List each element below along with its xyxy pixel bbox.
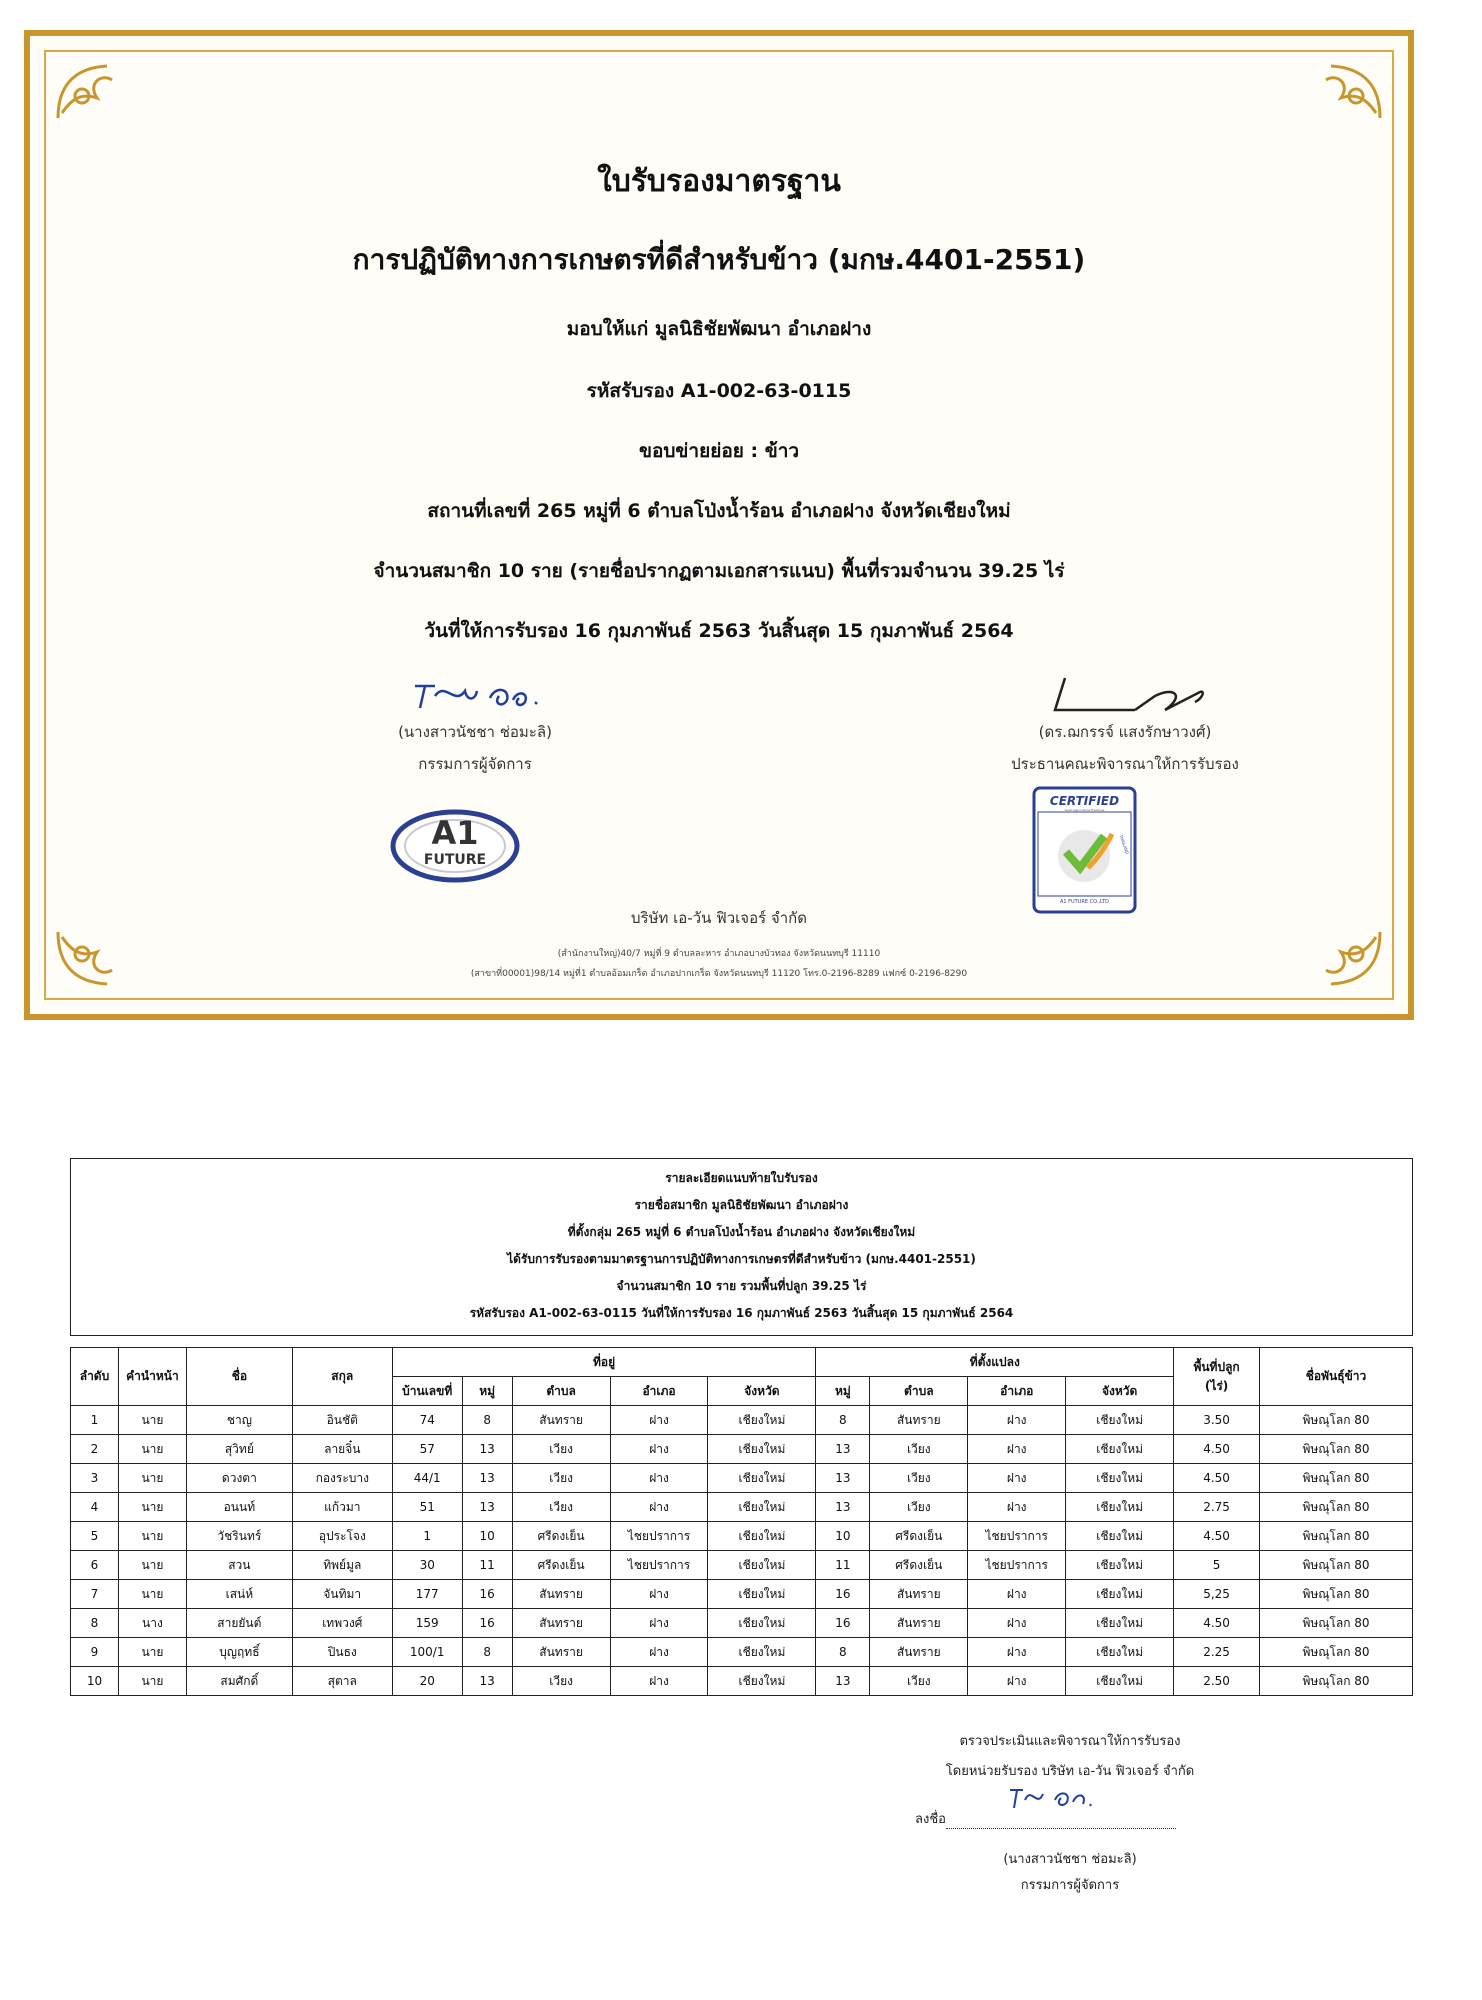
table-row	[71, 1551, 1413, 1580]
cell-no: 10	[71, 1667, 119, 1696]
cell-plot-amphoe: ฝาง	[968, 1464, 1066, 1493]
header-house: บ้านเลขที่	[392, 1377, 462, 1406]
cell-plot-tambon: สันทราย	[870, 1638, 968, 1667]
certified-logo-foot: A1 FUTURE CO.,LTD	[1059, 899, 1110, 905]
cell-plot-amphoe: ฝาง	[968, 1406, 1066, 1435]
a1-future-logo	[385, 806, 525, 896]
cell-moo: 16	[462, 1580, 512, 1609]
header-plot: ที่ตั้งแปลง	[816, 1348, 1174, 1377]
certified-gap-logo	[1032, 786, 1137, 914]
cell-plot-moo: 8	[816, 1638, 870, 1667]
cell-amphoe: ไชยปราการ	[610, 1522, 708, 1551]
table-row	[71, 1464, 1413, 1493]
header-area	[1174, 1348, 1260, 1406]
footer-signer-title: กรรมการผู้จัดการ	[1020, 1878, 1120, 1893]
cell-moo: 16	[462, 1609, 512, 1638]
cell-plot-moo: 13	[816, 1667, 870, 1696]
cell-name: ดวงตา	[186, 1464, 292, 1493]
company-address-hq: (สำนักงานใหญ่)40/7 หมู่ที่ 9 ตำบลละหาร อำเภอบางบัวทอง จังหวัดนนทบุรี 11110	[557, 949, 881, 959]
header-area-label: พื้นที่ปลูก	[1193, 1359, 1240, 1374]
cell-amphoe: ไชยปราการ	[610, 1551, 708, 1580]
header-address: ที่อยู่	[392, 1348, 816, 1377]
cell-area: 4.50	[1174, 1522, 1260, 1551]
cell-surname: ปินธง	[292, 1638, 392, 1667]
cell-plot-province: เชียงใหม่	[1066, 1580, 1174, 1609]
signature-dotted-line	[946, 1814, 1176, 1829]
cell-plot-tambon: ศรีดงเย็น	[870, 1551, 968, 1580]
header-no: ลำดับ	[71, 1348, 119, 1406]
cell-plot-province: เชียงใหม่	[1066, 1464, 1174, 1493]
cell-tambon: ศรีดงเย็น	[512, 1551, 610, 1580]
cell-amphoe: ฝาง	[610, 1435, 708, 1464]
cell-name: สมศักดิ์	[186, 1667, 292, 1696]
footer-signer-name: (นางสาวนัชชา ช่อมะลิ)	[1003, 1852, 1137, 1867]
cell-prefix: นาย	[118, 1522, 186, 1551]
signature-left-icon	[395, 676, 555, 716]
header-plot-amphoe: อำเภอ	[968, 1377, 1066, 1406]
table-row	[71, 1609, 1413, 1638]
certified-logo-side: THAILAND	[1118, 834, 1131, 855]
certified-logo-text: CERTIFIED	[1049, 794, 1120, 808]
cell-variety: พิษณุโลก 80	[1260, 1522, 1413, 1551]
cell-no: 5	[71, 1522, 119, 1551]
cell-surname: อุประโจง	[292, 1522, 392, 1551]
company-address-branch: (สาขาที่00001)98/14 หมู่ที่1 ตำบลอ้อมเกร็ด อำเภอปากเกร็ด จังหวัดนนทบุรี 11120 โทร.0-2196-8289 แฟกซ์ 0-2196-8290	[470, 969, 968, 979]
cell-prefix: นาย	[118, 1406, 186, 1435]
awarded-to: มอบให้แก่ มูลนิธิชัยพัฒนา อำเภอฝาง	[566, 318, 872, 340]
cell-variety: พิษณุโลก 80	[1260, 1493, 1413, 1522]
cell-tambon: เวียง	[512, 1435, 610, 1464]
attachment-members-title: รายชื่อสมาชิก มูลนิธิชัยพัฒนา อำเภอฝาง	[634, 1198, 849, 1212]
footer-certifier: โดยหน่วยรับรอง บริษัท เอ-วัน ฟิวเจอร์ จำกัด	[945, 1764, 1195, 1779]
cell-amphoe: ฝาง	[610, 1464, 708, 1493]
cell-province: เชียงใหม่	[708, 1522, 816, 1551]
cell-province: เชียงใหม่	[708, 1435, 816, 1464]
cell-no: 8	[71, 1609, 119, 1638]
cell-plot-province: เชียงใหม่	[1066, 1667, 1174, 1696]
cell-name: อนนท์	[186, 1493, 292, 1522]
signature-right-icon	[1025, 676, 1225, 716]
cell-amphoe: ฝาง	[610, 1638, 708, 1667]
attachment-header-box	[70, 1158, 1413, 1336]
cell-plot-tambon: สันทราย	[870, 1406, 968, 1435]
header-plot-moo: หมู่	[816, 1377, 870, 1406]
cell-name: เสน่ห์	[186, 1580, 292, 1609]
cell-plot-moo: 10	[816, 1522, 870, 1551]
cell-name: ชาญ	[186, 1406, 292, 1435]
cell-tambon: เวียง	[512, 1464, 610, 1493]
cell-moo: 13	[462, 1435, 512, 1464]
cell-plot-amphoe: ฝาง	[968, 1580, 1066, 1609]
cell-plot-amphoe: ฝาง	[968, 1667, 1066, 1696]
cell-prefix: นาย	[118, 1638, 186, 1667]
cell-variety: พิษณุโลก 80	[1260, 1667, 1413, 1696]
cell-surname: กองระบาง	[292, 1464, 392, 1493]
table-row	[71, 1493, 1413, 1522]
cell-plot-moo: 13	[816, 1435, 870, 1464]
certificate-scope: ขอบข่ายย่อย : ข้าว	[638, 440, 800, 462]
cell-no: 4	[71, 1493, 119, 1522]
header-amphoe: อำเภอ	[610, 1377, 708, 1406]
cell-surname: ทิพย์มูล	[292, 1551, 392, 1580]
cell-amphoe: ฝาง	[610, 1493, 708, 1522]
cell-prefix: นาย	[118, 1435, 186, 1464]
cell-tambon: เวียง	[512, 1493, 610, 1522]
header-prefix: คำนำหน้า	[118, 1348, 186, 1406]
table-row	[71, 1580, 1413, 1609]
cell-house: 30	[392, 1551, 462, 1580]
cell-moo: 8	[462, 1638, 512, 1667]
cell-name: สายยันต์	[186, 1609, 292, 1638]
cell-province: เชียงใหม่	[708, 1464, 816, 1493]
cell-no: 7	[71, 1580, 119, 1609]
cell-area: 5,25	[1174, 1580, 1260, 1609]
cell-house: 1	[392, 1522, 462, 1551]
cell-amphoe: ฝาง	[610, 1667, 708, 1696]
footer-sign-label: ลงชื่อ	[915, 1812, 946, 1827]
a1-logo-sub: FUTURE	[423, 852, 487, 868]
cell-province: เชียงใหม่	[708, 1406, 816, 1435]
cell-variety: พิษณุโลก 80	[1260, 1464, 1413, 1493]
header-name: ชื่อ	[186, 1348, 292, 1406]
members-table	[70, 1347, 1413, 1696]
cell-plot-tambon: เวียง	[870, 1667, 968, 1696]
cell-no: 3	[71, 1464, 119, 1493]
cell-prefix: นาง	[118, 1609, 186, 1638]
cell-province: เชียงใหม่	[708, 1493, 816, 1522]
cell-moo: 13	[462, 1464, 512, 1493]
cell-plot-province: เชียงใหม่	[1066, 1638, 1174, 1667]
cell-surname: สุตาล	[292, 1667, 392, 1696]
header-variety: ชื่อพันธุ์ข้าว	[1260, 1348, 1413, 1406]
certificate-dates: วันที่ให้การรับรอง 16 กุมภาพันธ์ 2563 วันสิ้นสุด 15 กุมภาพันธ์ 2564	[424, 620, 1014, 642]
cell-plot-province: เชียงใหม่	[1066, 1493, 1174, 1522]
table-row	[71, 1406, 1413, 1435]
certificate-title: ใบรับรองมาตรฐาน	[597, 164, 841, 199]
cell-plot-tambon: เวียง	[870, 1493, 968, 1522]
cell-surname: อินชัติ	[292, 1406, 392, 1435]
header-province: จังหวัด	[708, 1377, 816, 1406]
footer-signature-line	[915, 1808, 1195, 1829]
cell-amphoe: ฝาง	[610, 1609, 708, 1638]
cell-amphoe: ฝาง	[610, 1406, 708, 1435]
cell-plot-province: เชียงใหม่	[1066, 1435, 1174, 1464]
footer-signature-icon	[1005, 1782, 1095, 1812]
attachment-location: ที่ตั้งกลุ่ม 265 หมู่ที่ 6 ตำบลโป่งน้ำร้อน อำเภอฝาง จังหวัดเชียงใหม่	[567, 1225, 916, 1239]
cell-plot-province: เชียงใหม่	[1066, 1522, 1174, 1551]
cell-plot-province: เชียงใหม่	[1066, 1406, 1174, 1435]
cell-house: 100/1	[392, 1638, 462, 1667]
attachment-summary: จำนวนสมาชิก 10 ราย รวมพื้นที่ปลูก 39.25 ไร่	[616, 1279, 867, 1293]
cell-plot-amphoe: ไชยปราการ	[968, 1522, 1066, 1551]
members-table-body	[71, 1406, 1413, 1696]
cell-plot-tambon: สันทราย	[870, 1580, 968, 1609]
certificate-standard: การปฏิบัติทางการเกษตรที่ดีสำหรับข้าว (มกษ.4401-2551)	[352, 243, 1086, 276]
cell-area: 5	[1174, 1551, 1260, 1580]
cell-prefix: นาย	[118, 1493, 186, 1522]
cell-no: 1	[71, 1406, 119, 1435]
cell-tambon: สันทราย	[512, 1580, 610, 1609]
cell-area: 4.50	[1174, 1435, 1260, 1464]
cell-moo: 10	[462, 1522, 512, 1551]
cell-plot-tambon: ศรีดงเย็น	[870, 1522, 968, 1551]
certificate-code: รหัสรับรอง A1-002-63-0115	[586, 380, 852, 402]
cell-prefix: นาย	[118, 1667, 186, 1696]
ornament-corner-icon	[52, 58, 122, 128]
certificate-location: สถานที่เลขที่ 265 หมู่ที่ 6 ตำบลโป่งน้ำร้อน อำเภอฝาง จังหวัดเชียงใหม่	[427, 500, 1011, 522]
cell-surname: จันทิมา	[292, 1580, 392, 1609]
cell-house: 51	[392, 1493, 462, 1522]
cell-house: 159	[392, 1609, 462, 1638]
table-row	[71, 1667, 1413, 1696]
cell-area: 4.50	[1174, 1609, 1260, 1638]
certificate-frame	[24, 30, 1414, 1020]
cell-house: 44/1	[392, 1464, 462, 1493]
cell-moo: 13	[462, 1493, 512, 1522]
header-plot-province: จังหวัด	[1066, 1377, 1174, 1406]
cell-prefix: นาย	[118, 1551, 186, 1580]
cell-plot-moo: 8	[816, 1406, 870, 1435]
cell-variety: พิษณุโลก 80	[1260, 1435, 1413, 1464]
attachment-title: รายละเอียดแนบท้ายใบรับรอง	[665, 1171, 818, 1185]
cell-variety: พิษณุโลก 80	[1260, 1580, 1413, 1609]
cell-moo: 11	[462, 1551, 512, 1580]
signature-block-right	[935, 676, 1315, 776]
cell-plot-tambon: สันทราย	[870, 1609, 968, 1638]
cell-area: 2.25	[1174, 1638, 1260, 1667]
ornament-corner-icon	[1316, 58, 1386, 128]
cell-area: 2.75	[1174, 1493, 1260, 1522]
certified-logo-sub: Good Agriculture Practices	[1064, 808, 1105, 812]
header-area-unit: (ไร่)	[1204, 1378, 1229, 1393]
cell-province: เชียงใหม่	[708, 1667, 816, 1696]
cell-amphoe: ฝาง	[610, 1580, 708, 1609]
signer-right-name: (ดร.ฌกรรจ์ แสงรักษาวงศ์)	[1038, 723, 1212, 741]
cell-plot-amphoe: ฝาง	[968, 1435, 1066, 1464]
cell-plot-province: เชียงใหม่	[1066, 1609, 1174, 1638]
cell-area: 2.50	[1174, 1667, 1260, 1696]
cell-area: 3.50	[1174, 1406, 1260, 1435]
table-row	[71, 1435, 1413, 1464]
cell-province: เชียงใหม่	[708, 1551, 816, 1580]
cell-variety: พิษณุโลก 80	[1260, 1638, 1413, 1667]
cell-variety: พิษณุโลก 80	[1260, 1551, 1413, 1580]
cell-name: สุวิทย์	[186, 1435, 292, 1464]
cell-province: เชียงใหม่	[708, 1638, 816, 1667]
table-row	[71, 1522, 1413, 1551]
cell-no: 6	[71, 1551, 119, 1580]
cell-prefix: นาย	[118, 1580, 186, 1609]
cell-moo: 8	[462, 1406, 512, 1435]
cell-plot-province: เชียงใหม่	[1066, 1551, 1174, 1580]
cell-tambon: สันทราย	[512, 1638, 610, 1667]
cell-variety: พิษณุโลก 80	[1260, 1609, 1413, 1638]
footer-assessment: ตรวจประเมินและพิจารณาให้การรับรอง	[959, 1734, 1181, 1749]
cell-house: 177	[392, 1580, 462, 1609]
cell-no: 9	[71, 1638, 119, 1667]
cell-province: เชียงใหม่	[708, 1609, 816, 1638]
cell-surname: เทพวงศ์	[292, 1609, 392, 1638]
cell-surname: แก้วมา	[292, 1493, 392, 1522]
header-moo: หมู่	[462, 1377, 512, 1406]
company-name: บริษัท เอ-วัน ฟิวเจอร์ จำกัด	[631, 909, 807, 927]
cell-moo: 13	[462, 1667, 512, 1696]
signature-block-left	[350, 676, 600, 776]
cell-province: เชียงใหม่	[708, 1580, 816, 1609]
cell-area: 4.50	[1174, 1464, 1260, 1493]
cell-plot-tambon: เวียง	[870, 1435, 968, 1464]
cell-surname: ลายจิ๋น	[292, 1435, 392, 1464]
cell-house: 57	[392, 1435, 462, 1464]
cell-name: สวน	[186, 1551, 292, 1580]
cell-name: บุญฤทธิ์	[186, 1638, 292, 1667]
cell-tambon: สันทราย	[512, 1406, 610, 1435]
header-plot-tambon: ตำบล	[870, 1377, 968, 1406]
cell-plot-amphoe: ฝาง	[968, 1609, 1066, 1638]
cell-variety: พิษณุโลก 80	[1260, 1406, 1413, 1435]
cell-plot-moo: 13	[816, 1464, 870, 1493]
attachment-standard: ได้รับการรับรองตามมาตรฐานการปฏิบัติทางการเกษตรที่ดีสำหรับข้าว (มกษ.4401-2551)	[507, 1252, 976, 1266]
cell-plot-moo: 13	[816, 1493, 870, 1522]
a1-logo-text: A1	[431, 814, 479, 852]
header-surname: สกุล	[292, 1348, 392, 1406]
cell-prefix: นาย	[118, 1464, 186, 1493]
header-tambon: ตำบล	[512, 1377, 610, 1406]
attachment-code-dates: รหัสรับรอง A1-002-63-0115 วันที่ให้การรับรอง 16 กุมภาพันธ์ 2563 วันสิ้นสุด 15 กุมภาพันธ์ 2564	[469, 1306, 1014, 1320]
signer-left-name: (นางสาวนัชชา ช่อมะลิ)	[398, 723, 552, 741]
cell-tambon: ศรีดงเย็น	[512, 1522, 610, 1551]
cell-tambon: เวียง	[512, 1667, 610, 1696]
cell-plot-moo: 16	[816, 1580, 870, 1609]
cell-plot-amphoe: ไชยปราการ	[968, 1551, 1066, 1580]
signer-right-title: ประธานคณะพิจารณาให้การรับรอง	[1011, 755, 1239, 773]
cell-house: 74	[392, 1406, 462, 1435]
cell-tambon: สันทราย	[512, 1609, 610, 1638]
certificate-members: จำนวนสมาชิก 10 ราย (รายชื่อปรากฏตามเอกสารแนบ) พื้นที่รวมจำนวน 39.25 ไร่	[373, 560, 1065, 582]
cell-no: 2	[71, 1435, 119, 1464]
signer-left-title: กรรมการผู้จัดการ	[418, 755, 532, 773]
cell-plot-moo: 11	[816, 1551, 870, 1580]
cell-house: 20	[392, 1667, 462, 1696]
cell-name: วัชรินทร์	[186, 1522, 292, 1551]
table-row	[71, 1638, 1413, 1667]
cell-plot-moo: 16	[816, 1609, 870, 1638]
cell-plot-amphoe: ฝาง	[968, 1638, 1066, 1667]
cell-plot-amphoe: ฝาง	[968, 1493, 1066, 1522]
cell-plot-tambon: เวียง	[870, 1464, 968, 1493]
